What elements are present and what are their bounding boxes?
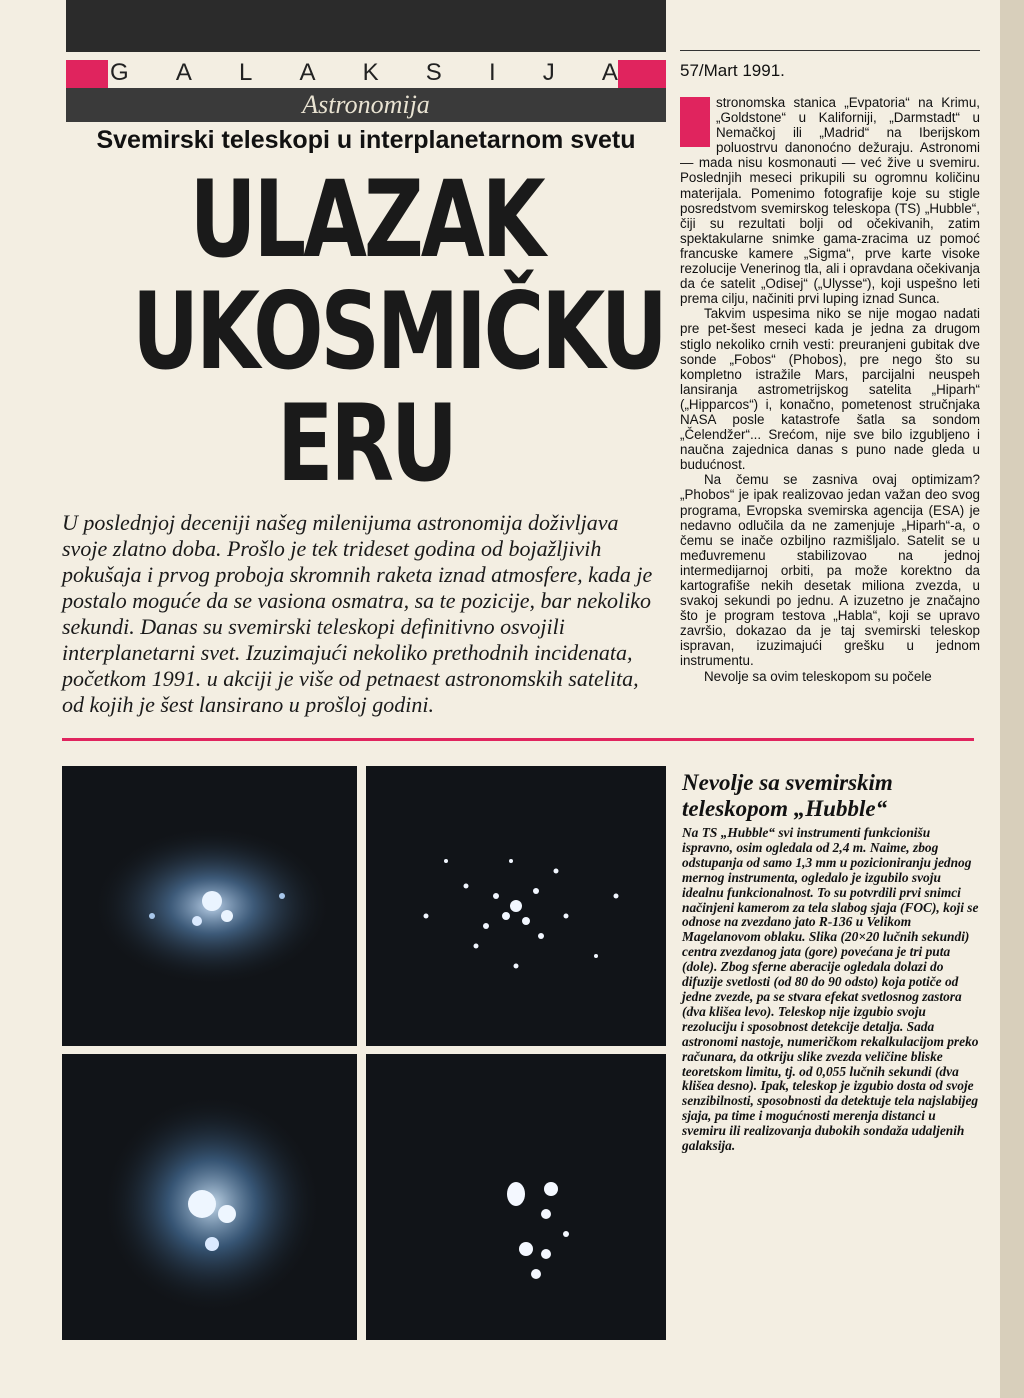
paragraph: Na čemu se zasniva ovaj optimizam? „Phobos“ je ipak realizovao jedan važan deo svog programa, Evropska svemirska agencija (ESA) je nedavno odlučila da ne zamenjuje „Hiparh“-a, o čemu se inače ozbiljno razmišljalo. Satelit se u međuvremenu stabilizovao na jednoj intermedijarnoj orbiti, pa može korektno da kartografiše nekih desetak miliona zvezda, u svakoj sekundi po jednu. A izuzetno je značajno što je program testova „Habla“, koji se upravo završio, dokazao da je taj svemirski teleskop ispravan, izuzimajući grešku u jednom instrumentu. (680, 472, 980, 669)
article-title (132, 158, 665, 505)
paragraph (680, 95, 980, 306)
drop-cap: A (680, 97, 710, 147)
article-column (680, 50, 980, 684)
divider-rule (62, 738, 974, 741)
section-letter: J (542, 59, 555, 86)
star-cluster-sharp-bottom (366, 1054, 666, 1340)
article-lead: U poslednjoj deceniji našeg milenijuma astronomija doživljava svoje zlatno doba. Prošlo je tek trideset godina od bojažljivih pokušaja i prvog proboja skromnih raketa iznad atmosfere, kada je postalo moguće da se vasiona osmatra, sa te pozicije, bar nekoliko sekundi. Danas su svemirski teleskopi definitivno osvojili interplanetarni svet. Izuzimajući nekoliko prethodnih incidenata, početkom 1991. u akciji je više od petnaest astronomskih satelita, od kojih je šest lansirano u prošloj godini. (62, 510, 653, 717)
section-letter: L (238, 59, 253, 86)
section-accent-left (66, 60, 108, 88)
section-letter: A (299, 59, 316, 86)
star-cluster-blurred-top (62, 766, 357, 1046)
sidebar-heading: Nevolje sa svemirskim teleskopom „Hubble“ (682, 770, 893, 821)
section-letter: S (425, 59, 442, 86)
top-black-bar (66, 0, 666, 52)
section-letter: G (110, 59, 129, 86)
section-letter: A (175, 59, 192, 86)
section-letter: K (362, 59, 379, 86)
section-name (110, 58, 618, 88)
title-line: UKOSMIČKU (132, 270, 665, 393)
star-cluster-sharp-bottom-image (366, 1054, 666, 1340)
star-cluster-blurred-bottom (62, 1054, 357, 1340)
section-letter: I (488, 59, 496, 86)
rubric-band (66, 88, 666, 122)
paragraph-text: stronomska stanica „Evpatoria“ na Krimu, „Goldstone“ u Kaliforniji, „Darmstadt“ u Nemačkoj ili „Madrid“ na Iberijskom poluostrvu danonoćno dežuraju. Astronomi — mada nisu kosmonauti — već žive u svemiru. Poslednjih meseci prikupili su ogromnu količinu materijala. Pomenimo fotografije koje su stigle posredstvom svemirskog teleskopa (TS) „Hubble“, čiji su rezultati bolji od očekivanih, zatim spektakularne snimke gama-zracima uz pomoć francuske kamere „Sigma“, prve karte visoke rezolucije Venerinog tla, ali i opravdana očekivanja da će satelit „Odisej“ („Ulysse“), koji uspešno leti prema cilju, načiniti prvi luping iznad Sunca. (680, 95, 980, 307)
sidebar-text: Na TS „Hubble“ svi instrumenti funkcionišu ispravno, osim ogledala od 2,4 m. Naime, zbog odstupanja od samo 1,3 mm u pozicioniranju jednog mernog instrumenta, ogledalo je izgubilo svoju idealnu funkcionalnost. To su potvrdili prvi snimci načinjeni kamerom za tela slabog sjaja (FOC), koji se odnose na zvezdano jato R-136 u Velikom Magelanovom oblaku. Slika (20×20 lučnih sekundi) centra zvezdanog jata (gore) povećana je tri puta (dole). Zbog sferne aberacije ogledala dolazi do difuzije svetlosti (od 80 do 90 odsto) koja potiče od jedne zvezde, pa se stvara efekat svetlosnog zastora (dva klišea levo). Teleskop nije izgubio svoju rezoluciju i sposobnost detekcije detalja. Sada astronomi nastoje, numeričkom rekalkulacijom preko računara, da otkriju slike zvezda veličine bliske teoretskom limitu, tj. od 0,055 lučnih sekundi (dva klišea desno). Ipak, teleskop je izgubio dosta od svoje senzibilnosti, sposobnosti da detektuje tela najslabijeg sjaja, pa time i mogućnosti merenja distanci u svemiru ili realizovanja dubokih sondaža udaljenih galaksija. (682, 825, 979, 1154)
section-letter: A (601, 59, 618, 86)
star-cluster-blurred-bottom-image (62, 1054, 357, 1340)
rubric-label: Astronomija (302, 90, 430, 119)
paragraph: Nevolje sa ovim teleskopom su počele (704, 668, 932, 684)
paragraph: Takvim uspesima niko se nije mogao nadati pre pet-šest meseci kada je jedna za drugom stiglo nekoliko crnih vesti: preuranjeni gubitak dve sonde „Fobos“ (Phobos), pre nego što su kompletno istražile Mars, parcijalni neuspeh lansiranja astrometrijskog satelita „Hiparh“ („Hipparcos“) i, konačno, pometenost stručnjaka NASA posle katastrofe šatla sa sondom „Čelendžer“... Srećom, nije sve bilo izgubljeno i naučna zajednica danas s puno nade gleda u budućnost. (680, 306, 980, 473)
page-edge (1000, 0, 1024, 1398)
issue-date: 57/Mart 1991. (680, 50, 980, 81)
star-cluster-blurred-top-image (62, 766, 357, 1046)
title-line: ERU (277, 382, 455, 505)
article-subtitle: Svemirski teleskopi u interplanetarnom svetu (96, 126, 636, 154)
star-cluster-sharp-top (366, 766, 666, 1046)
title-line: ULAZAK (189, 158, 543, 281)
section-accent-right (618, 60, 666, 88)
star-cluster-sharp-top-image (366, 766, 666, 1046)
column-text (680, 95, 980, 684)
